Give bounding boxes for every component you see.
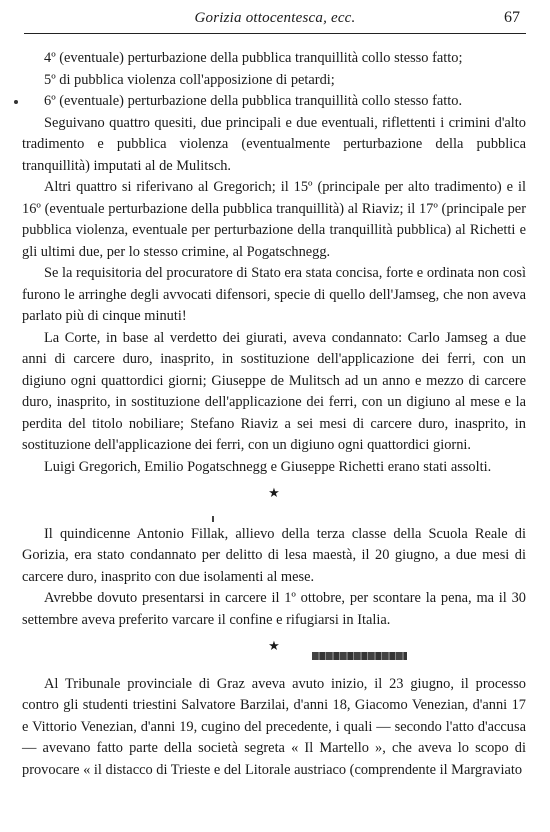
- header-rule: [24, 33, 526, 34]
- paragraph-assolti: Luigi Gregorich, Emilio Pogatschnegg e Giuseppe Richetti erano stati assolti.: [44, 458, 492, 475]
- running-title: Gorizia ottocentesca, ecc.: [194, 10, 356, 26]
- page-header: [22, 6, 528, 32]
- paragraph-requisitoria: Se la requisitoria del procuratore di Stato era stata concisa, forte e ordinata non così furono le arringhe degli avvocati difensori, specie di quello dell'Jamseg, che non aveva parlato più di cinque minuti!: [22, 265, 526, 324]
- section-separator-star: ★: [268, 638, 280, 653]
- paragraph-corte: La Corte, in base al verdetto dei giurati, aveva condannato: Carlo Jamseg a due anni di carcere duro, inasprito, in sostituzione dell'applicazione dei ferri, con un digiuno ogni quattordici giorni; Giuseppe de Mulitsch ad un anno e mezzo di carcere duro, inasprito, in sostituzione dell'applicazione dei ferri, con un digiuno al mese e la perdita del titolo nobiliare; Stefano Riaviz a sei mesi di carcere duro, inasprito, in sostituzione dell'applicazione dei ferri, con un digiuno ogni quattordici giorni.: [22, 329, 526, 453]
- page-number: 67: [504, 9, 520, 26]
- list-item-5: 5º di pubblica violenza coll'apposizione di petardi;: [44, 71, 335, 88]
- paragraph-fillak: Il quindicenne Antonio Fillak, allievo della terza classe della Scuola Reale di Gorizia, era stato condannato per delitto di lesa maestà, il 20 giugno, a due mesi di carcere duro, inasprito con due isolamenti al mese.: [22, 525, 526, 585]
- section-separator-star: ★: [268, 485, 280, 500]
- list-item-4: 4º (eventuale) perturbazione della pubblica tranquillità collo stesso fatto;: [44, 50, 463, 66]
- paragraph-altri-quattro: Altri quattro si riferivano al Gregorich; il 15º (principale per alto tradimento) e il 16º (eventuale perturbazione della pubblica tranquillità) al Riaviz; il 17º (principale per pubblica violenza, eventuale per perturbazione della tranquillità pubblica) al Richetti e gli ultimi due, per lo stesso crimine, al Pogatschnegg.: [22, 179, 526, 260]
- ink-speck: [14, 100, 18, 104]
- paragraph-quesiti: Seguivano quattro quesiti, due principali e due eventuali, riflettenti i crimini d'alto tradimento e pubblica violenza (eventualmente perturbazione della pubblica tranquillità) imputati al de Mulitsch.: [22, 114, 526, 174]
- paragraph-fuga: Avrebbe dovuto presentarsi in carcere il 1º ottobre, per scontare la pena, ma il 30 settembre aveva preferito varcare il confine e rifugiarsi in Italia.: [22, 590, 526, 628]
- page-body: [22, 48, 526, 781]
- paragraph-graz: Al Tribunale provinciale di Graz aveva avuto inizio, il 23 giugno, il processo contro gli studenti triestini Salvatore Barzilai, d'anni 18, Giacomo Venezian, d'anni 17 e Vittorio Venezian, d'anni 19, cugino del precedente, i quali — secondo l'atto d'accusa — avevano fatto parte della società segreta « Il Martello », che aveva lo scopo di provocare « il distacco di Trieste e del Litorale austriaco (comprendente il Margraviato: [22, 675, 526, 778]
- list-item-6: 6º (eventuale) perturbazione della pubblica tranquillità collo stesso fatto.: [44, 93, 463, 109]
